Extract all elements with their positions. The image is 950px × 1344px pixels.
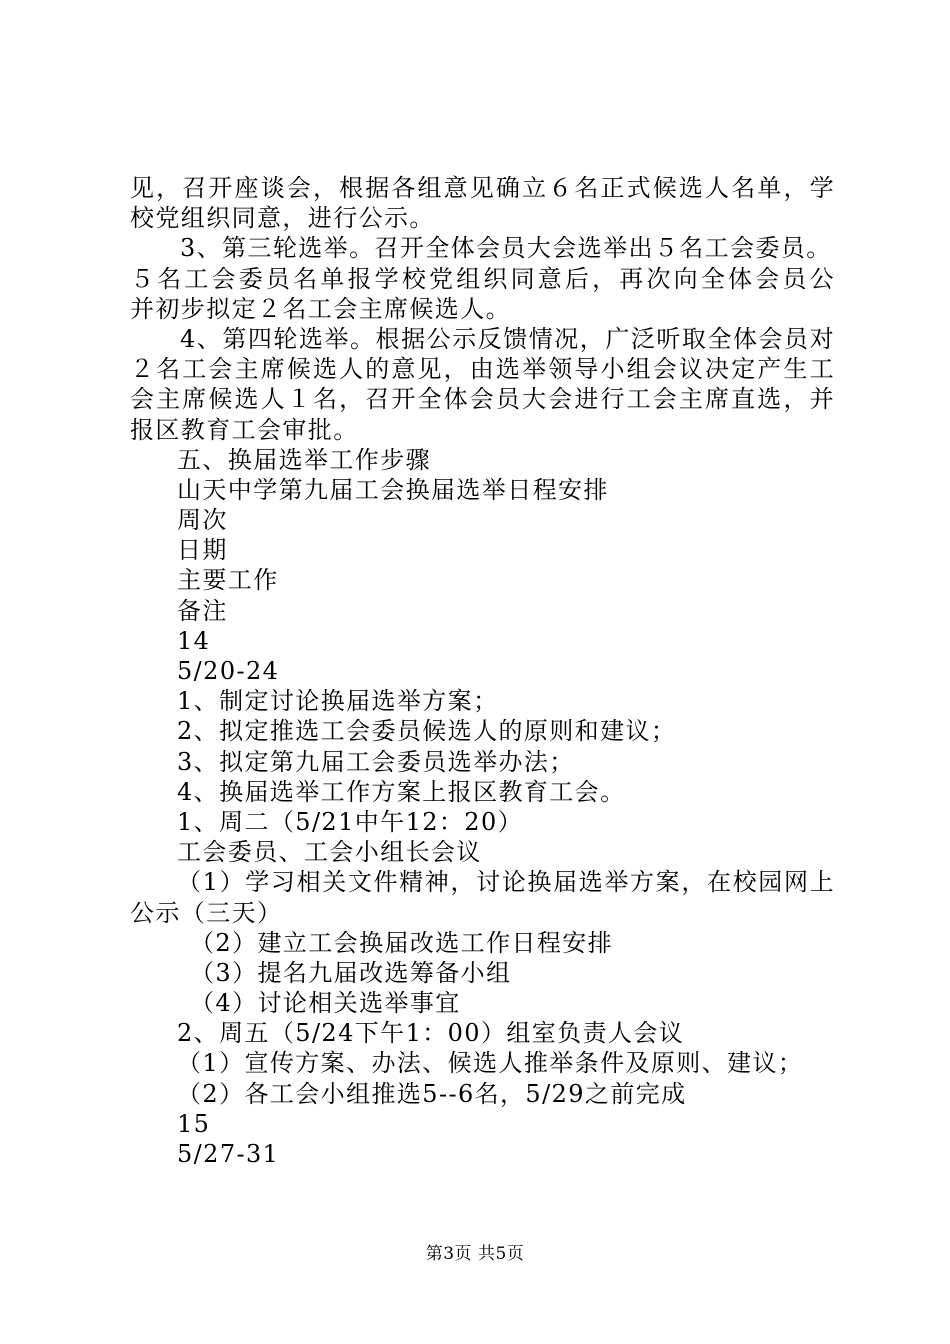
table-cell-remark: （4）讨论相关选举事宜 [190,989,461,1018]
text-line: 4、第四轮选举。根据公示反馈情况，广泛听取全体会员对 [180,324,835,353]
text-line: 3、第三轮选举。召开全体会员大会选举出５名工会委员。 [180,234,832,263]
section-heading: 五、换届选举工作步骤 [177,445,431,474]
schedule-title: 山天中学第九届工会换届选举日程安排 [177,475,609,504]
document-body [130,173,835,1169]
page-number-footer: 第3页 共5页 [425,1244,525,1264]
table-cell-remark: 公示（三天） [130,898,283,927]
text-line: ５名工会委员名单报学校党组织同意后，再次向全体会员公 [130,264,835,293]
table-cell-remark: （3）提名九届改选筹备小组 [190,958,512,987]
table-cell-week: 15 [177,1109,211,1138]
table-header-remarks: 备注 [177,596,228,625]
text-line: 见，召开座谈会，根据各组意见确立６名正式候选人名单，学 [130,174,835,202]
text-line: ２名工会主席候选人的意见，由选举领导小组会议决定产生工 [130,355,835,384]
text-line: 校党组织同意，进行公示。 [130,204,435,233]
table-cell-remark: （1）学习相关文件精神，讨论换届选举方案，在校园网上 [177,868,835,897]
table-cell-week: 14 [177,626,211,655]
text-line: 报区教育工会审批。 [130,415,359,444]
table-cell-date: 5/27-31 [177,1140,280,1168]
table-cell-remark: 工会委员、工会小组长会议 [177,838,482,867]
table-cell-work: 4、换届选举工作方案上报区教育工会。 [177,777,626,806]
table-cell-remark: 2、周五（5/24下午1：00）组室负责人会议 [177,1019,685,1048]
table-cell-work: 2、拟定推选工会委员候选人的原则和建议； [177,717,677,746]
table-header-date: 日期 [177,536,228,565]
table-header-main-work: 主要工作 [177,566,279,595]
table-cell-remark: （2）建立工会换届改选工作日程安排 [190,928,614,957]
table-cell-work: 3、拟定第九届工会委员选举办法； [177,747,575,776]
text-line: 并初步拟定２名工会主席候选人。 [130,294,511,323]
table-cell-remark: （2）各工会小组推选5--6名，5/29之前完成 [177,1079,687,1108]
text-line: 会主席候选人１名，召开全体会员大会进行工会主席直选，并 [130,385,835,414]
table-cell-date: 5/20-24 [177,657,280,685]
table-cell-remark: （1）宣传方案、办法、候选人推举条件及原则、建议； [177,1049,804,1078]
table-header-week: 周次 [177,506,228,535]
table-cell-remark: 1、周二（5/21中午12：20） [177,807,524,836]
table-cell-work: 1、制定讨论换届选举方案； [177,687,499,716]
